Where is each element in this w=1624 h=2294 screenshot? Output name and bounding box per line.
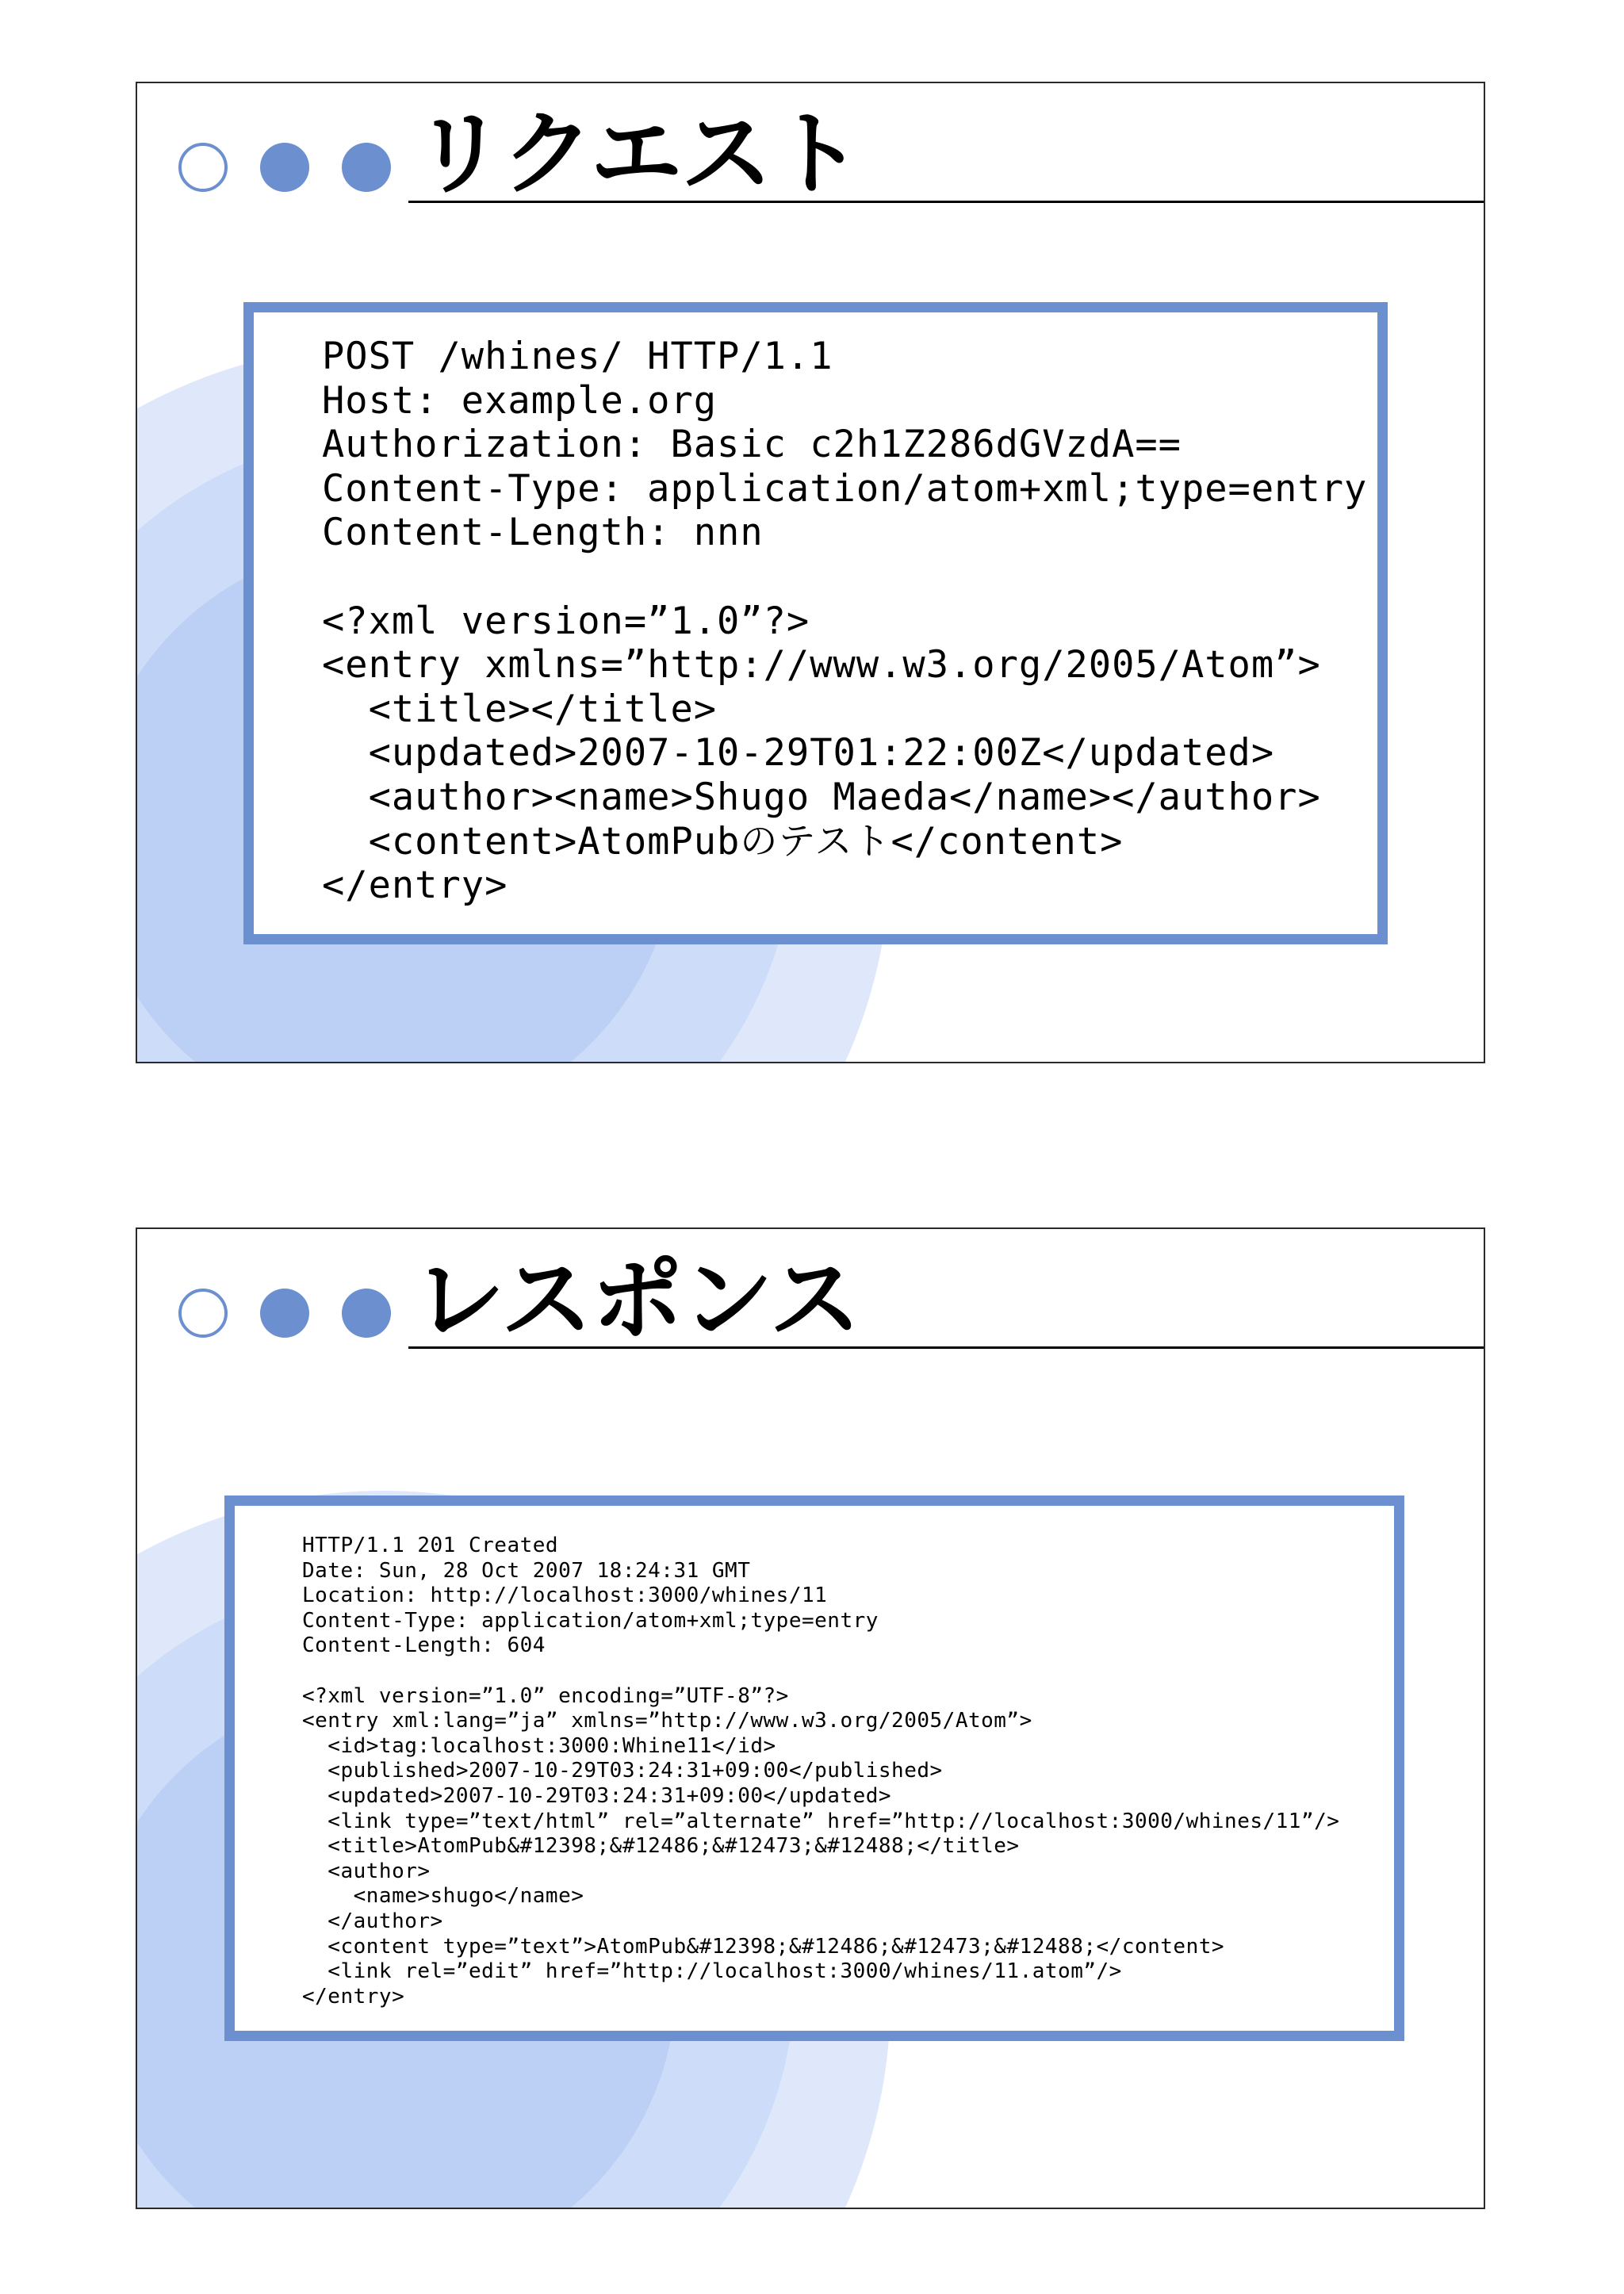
- circle-filled-icon: [260, 1289, 309, 1338]
- code-box: [243, 302, 1388, 944]
- circle-filled-icon: [342, 1289, 391, 1338]
- slide-title: リクエスト: [413, 101, 862, 208]
- slide-response: [136, 1227, 1485, 2209]
- circle-filled-icon: [342, 143, 391, 192]
- slide-title: レスポンス: [413, 1247, 860, 1354]
- code-box: [224, 1496, 1404, 2041]
- circle-filled-icon: [260, 143, 309, 192]
- circle-outline-icon: [178, 143, 228, 192]
- http-response-code: HTTP/1.1 201 Created Date: Sun, 28 Oct 2007 18:24:31 GMT Location: http://localhost:3000/whines/11 Content-Type: application/atom+xml;type=entry Content-Length: 604 <?xml version=”1.0” encoding=”UTF-8”?> <entry xml:lang=”ja” xmlns=”http://www.w3.org/2005/Atom”> <id>tag:localhost:3000:Whine11</id> <published>2007-10-29T03:24:31+09:00</published> <updated>2007-10-29T03:24:31+09:00</updated> <link type=”text/html” rel=”alternate” href=”http://localhost:3000/whines/11”/> <title>AtomPub&#12398;&#12486;&#12473;&#12488;</title> <author> <name>shugo</name> </author> <content type=”text”>AtomPub&#12398;&#12486;&#12473;&#12488;</content> <link rel=”edit” href=”http://localhost:3000/whines/11.atom”/> </entry>: [302, 1534, 1340, 2009]
- http-request-code: POST /whines/ HTTP/1.1 Host: example.org Authorization: Basic c2h1Z286dGVzdA== Content-Type: application/atom+xml;type=entry Content-Length: nnn <?xml version=”1.0”?> <entry xmlns=”http://www.w3.org/2005/Atom”> <title></title> <updated>2007-10-29T01:22:00Z</updated> <author><name>Shugo Maeda</name></author> <content>AtomPubのテスト</content> </entry>: [322, 335, 1368, 908]
- title-underline: [408, 1346, 1484, 1349]
- title-underline: [408, 201, 1484, 203]
- slide-request: [136, 82, 1485, 1063]
- circle-outline-icon: [178, 1289, 228, 1338]
